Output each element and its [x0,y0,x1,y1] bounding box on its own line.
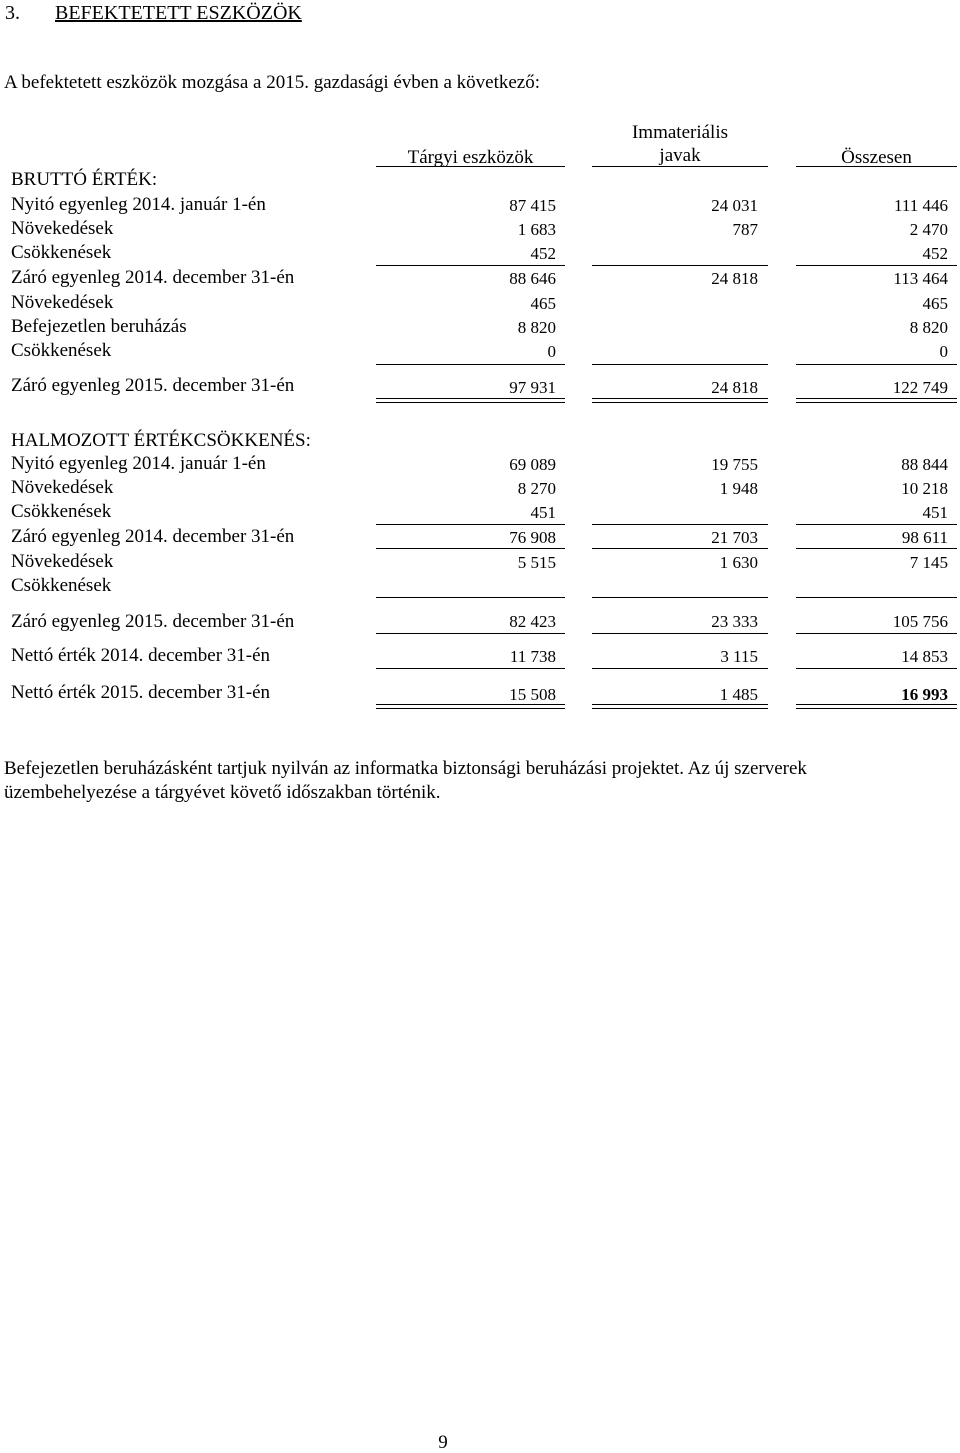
total-double-line [592,398,768,403]
subtotal-line [592,668,768,669]
cell-intangible: 787 [732,220,758,239]
row-label: Záró egyenleg 2015. december 31-én [11,611,295,632]
subtotal-line [592,597,768,598]
subtotal-line [796,265,957,266]
col-header-underline [376,166,565,167]
cell-total: 98 611 [901,528,948,547]
subtotal-line [376,548,565,549]
total-double-line [376,704,565,709]
cell-tangible: 1 683 [517,220,556,239]
row-label: Nyitó egyenleg 2014. január 1-én [11,453,266,474]
row-label: Záró egyenleg 2014. december 31-én [11,267,295,288]
cell-intangible: 1 948 [719,479,758,498]
total-double-line [376,398,565,403]
cell-intangible: 24 818 [711,378,758,397]
cell-tangible: 76 908 [509,528,556,547]
page-number: 9 [438,1432,448,1453]
cell-tangible: 451 [530,503,556,522]
cell-total: 8 820 [909,318,948,337]
subtotal-line [796,548,957,549]
row-label: Befejezetlen beruházás [11,316,187,337]
subtotal-line [376,364,565,365]
cell-tangible: 97 931 [509,378,556,397]
cell-total: 10 218 [901,479,948,498]
cell-tangible: 82 423 [509,612,556,631]
row-label: Növekedések [11,218,114,239]
row-label: Nettó érték 2015. december 31-én [11,682,271,703]
note-line-2: üzembehelyezése a tárgyévet követő időszakban történik. [4,782,441,803]
row-label: Csökkenések [11,340,112,361]
row-label: Növekedések [11,477,114,498]
subtotal-line [376,597,565,598]
total-double-line [796,704,957,709]
subtotal-line [376,668,565,669]
cell-tangible: 5 515 [517,553,556,572]
cell-tangible: 0 [547,342,556,361]
cell-intangible: 3 115 [720,647,758,666]
cell-tangible: 8 820 [517,318,556,337]
cell-intangible: 1 630 [719,553,758,572]
cell-total: 0 [939,342,948,361]
cell-tangible: 465 [530,294,556,313]
subtotal-line [592,524,768,525]
cell-total: 88 844 [901,455,948,474]
note-line-1: Befejezetlen beruházásként tartjuk nyilván az informatka biztonsági beruházási projektet. Az új szerverek [4,758,807,779]
col-header-intangible-line2: javak [659,145,701,166]
accumulated-section-title: HALMOZOTT ÉRTÉKCSÖKKENÉS: [11,430,311,451]
row-label: Növekedések [11,292,114,313]
col-header-underline [796,166,957,167]
gross-section-title: BRUTTÓ ÉRTÉK: [11,169,158,190]
cell-total: 465 [922,294,948,313]
row-label: Csökkenések [11,242,112,263]
cell-intangible: 24 031 [711,196,758,215]
cell-intangible: 23 333 [711,612,758,631]
cell-total: 105 756 [892,612,948,631]
cell-total: 113 464 [893,269,948,288]
subtotal-line [592,548,768,549]
subtotal-line [796,364,957,365]
subtotal-line [796,668,957,669]
row-label: Csökkenések [11,501,112,522]
cell-total: 14 853 [901,647,948,666]
subtotal-line [376,524,565,525]
cell-intangible: 21 703 [711,528,758,547]
total-double-line [796,398,957,403]
cell-tangible: 11 738 [509,647,556,666]
cell-total: 2 470 [909,220,948,239]
section-title: BEFEKTETETT ESZKÖZÖK [55,2,302,24]
section-number: 3. [5,2,20,24]
cell-tangible: 452 [530,244,556,263]
cell-intangible: 24 818 [711,269,758,288]
cell-tangible: 87 415 [509,196,556,215]
cell-total: 122 749 [892,378,948,397]
cell-tangible: 8 270 [517,479,556,498]
subtotal-line [376,633,565,634]
cell-intangible: 1 485 [719,685,758,704]
cell-total: 111 446 [894,196,948,215]
section-heading [5,3,302,23]
total-double-line [592,704,768,709]
subtotal-line [796,633,957,634]
cell-total: 452 [922,244,948,263]
subtotal-line [592,633,768,634]
col-header-intangible-line1: Immateriális [631,122,729,143]
col-header-tangible: Tárgyi eszközök [407,147,534,168]
subtotal-line [376,265,565,266]
row-label: Záró egyenleg 2015. december 31-én [11,375,295,396]
cell-intangible: 19 755 [711,455,758,474]
cell-total: 451 [922,503,948,522]
subtotal-line [796,597,957,598]
cell-total: 7 145 [909,553,948,572]
row-label: Záró egyenleg 2014. december 31-én [11,526,295,547]
cell-tangible: 88 646 [509,269,556,288]
cell-tangible: 15 508 [509,685,556,704]
col-header-total: Összesen [841,147,912,168]
cell-tangible: 69 089 [509,455,556,474]
row-label: Nettó érték 2014. december 31-én [11,645,271,666]
row-label: Csökkenések [11,575,112,596]
row-label: Növekedések [11,551,114,572]
subtotal-line [592,364,768,365]
intro-text: A befektetett eszközök mozgása a 2015. gazdasági évben a következő: [4,72,541,93]
row-label: Nyitó egyenleg 2014. január 1-én [11,194,266,215]
subtotal-line [592,265,768,266]
cell-total-highlight: 16 993 [901,685,948,704]
col-header-underline [592,166,768,167]
subtotal-line [796,524,957,525]
